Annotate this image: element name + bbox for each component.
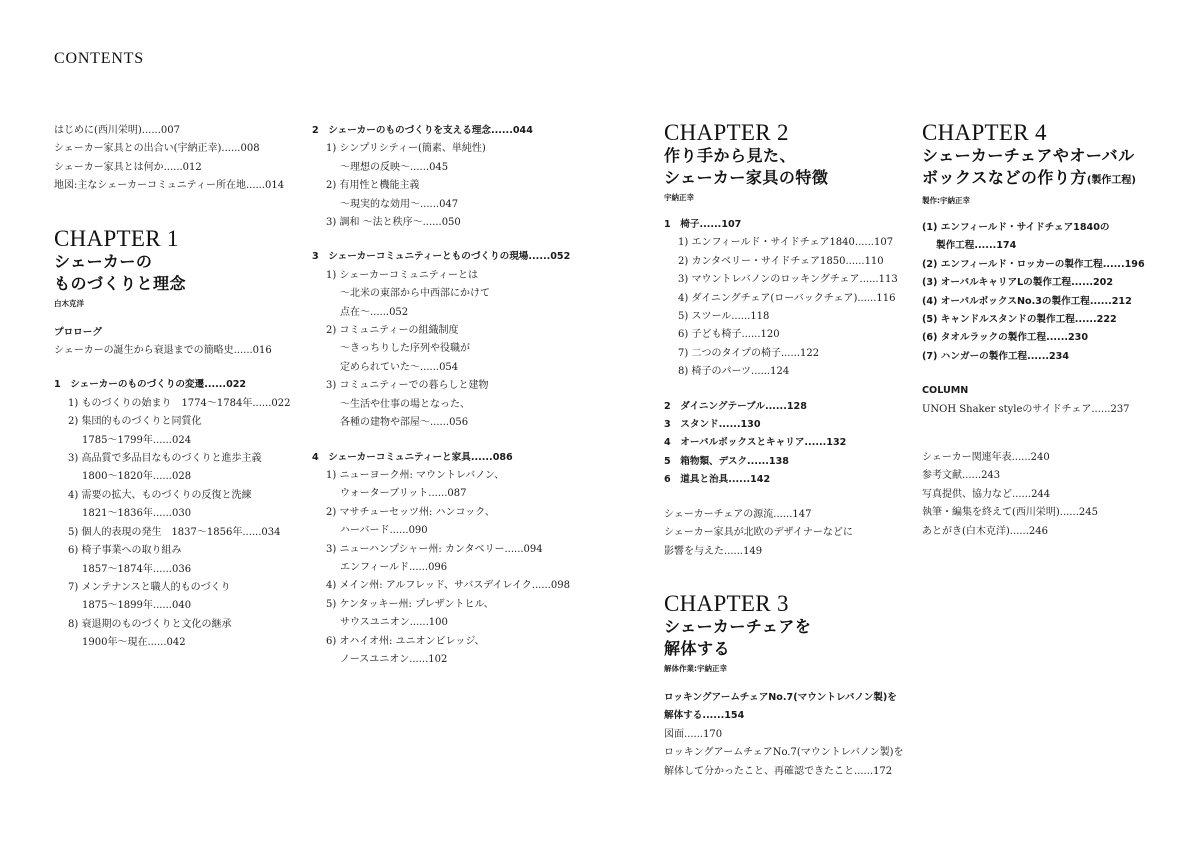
toc-entry[interactable]: (6) タオルラックの製作工程......230: [922, 332, 1089, 344]
toc-entry[interactable]: (4) オーバルボックスNo.3の製作工程......212: [922, 295, 1132, 307]
chapter-2-title-line2: シェーカー家具の特徴: [664, 168, 829, 187]
toc-entry[interactable]: 2) 有用性と機能主義: [326, 180, 420, 192]
toc-entry[interactable]: 参考文献......243: [922, 470, 1001, 482]
toc-entry[interactable]: 3) コミュニティーでの暮らしと建物: [326, 380, 489, 392]
chapter-3-title-line1: シェーカーチェアを: [664, 616, 812, 636]
toc-entry[interactable]: シェーカーチェアの源流......147: [664, 508, 812, 520]
chapter-1-label: CHAPTER 1: [54, 225, 179, 251]
toc-entry[interactable]: 1857〜1874年......036: [82, 563, 192, 575]
toc-entry[interactable]: 2) 集団的ものづくりと同質化: [68, 416, 202, 428]
section-heading[interactable]: 4 オーバルボックスとキャリア......132: [664, 437, 847, 449]
toc-entry[interactable]: 1821〜1836年......030: [82, 508, 192, 520]
toc-entry[interactable]: 1) シェーカーコミュニティーとは: [326, 269, 479, 281]
toc-entry[interactable]: 1875〜1899年......040: [82, 600, 192, 612]
toc-entry[interactable]: 解体して分かったこと、再確認できたこと......172: [664, 765, 893, 777]
toc-entry[interactable]: 5) 個人的表現の発生 1837〜1856年......034: [68, 526, 281, 538]
toc-entry[interactable]: シェーカー家具とは何か......012: [54, 161, 202, 173]
toc-entry[interactable]: 6) 椅子事業への取り組み: [68, 545, 182, 557]
toc-entry[interactable]: 写真提供、協力など......244: [922, 488, 1051, 500]
toc-entry[interactable]: ロッキングアームチェアNo.7(マウントレバノン製)を: [664, 691, 897, 703]
toc-entry[interactable]: ハーバード......090: [340, 525, 428, 537]
chapter-3-credit: 解体作業:宇納正幸: [664, 663, 727, 673]
toc-entry[interactable]: 点在〜......052: [340, 306, 409, 318]
toc-entry[interactable]: 各種の建物や部屋〜......056: [340, 417, 469, 429]
toc-entry[interactable]: 定められていた〜......054: [340, 361, 459, 373]
toc-entry[interactable]: シェーカー家具との出合い(宇納正幸)......008: [54, 143, 260, 155]
toc-entry[interactable]: 8) 衰退期のものづくりと文化の継承: [68, 618, 232, 630]
toc-entry[interactable]: ノースユニオン......102: [340, 653, 448, 665]
chapter-2-title-line1: 作り手から見た、: [664, 146, 797, 165]
chapter-2-label: CHAPTER 2: [664, 120, 789, 145]
section-heading[interactable]: 1 椅子......107: [664, 219, 742, 230]
toc-entry[interactable]: 5) ケンタッキー州: プレザントヒル、: [326, 598, 494, 610]
toc-entry[interactable]: はじめに(西川栄明)......007: [54, 125, 180, 136]
toc-entry[interactable]: 影響を与えた......149: [664, 545, 763, 557]
toc-entry[interactable]: 7) メンテナンスと職人的ものづくり: [68, 581, 231, 593]
toc-entry[interactable]: 3) 調和 〜法と秩序〜......050: [326, 217, 461, 229]
section-heading[interactable]: 3 シェーカーコミュニティーとものづくりの現場......052: [312, 251, 571, 263]
toc-entry[interactable]: 2) コミュニティーの組織制度: [326, 325, 459, 337]
section-heading[interactable]: 6 道具と治具......142: [664, 474, 771, 486]
section-heading[interactable]: 2 ダイニングテーブル......128: [664, 400, 807, 412]
toc-entry[interactable]: (3) オーバルキャリアLの製作工程......202: [922, 277, 1114, 289]
toc-entry[interactable]: 1785〜1799年......024: [82, 434, 192, 446]
section-heading[interactable]: 5 箱物類、デスク......138: [664, 455, 789, 467]
toc-entry[interactable]: (2) エンフィールド・ロッカーの製作工程......196: [922, 258, 1145, 270]
toc-entry[interactable]: 4) ダイニングチェア(ローバックチェア)......116: [678, 292, 896, 304]
toc-entry[interactable]: 1) エンフィールド・サイドチェア1840......107: [678, 237, 894, 249]
toc-entry[interactable]: 1) シンプリシティー(簡素、単純性): [326, 143, 486, 155]
section-heading[interactable]: 1 シェーカーのものづくりの変遷......022: [54, 379, 247, 391]
toc-entry[interactable]: UNOH Shaker styleのサイドチェア......237: [922, 403, 1130, 415]
toc-entry[interactable]: シェーカー関連年表......240: [922, 452, 1050, 464]
toc-entry[interactable]: シェーカー家具が北欧のデザイナーなどに: [664, 527, 853, 539]
toc-entry[interactable]: 〜生活や仕事の場となった、: [340, 398, 470, 410]
toc-entry[interactable]: 6) オハイオ州: ユニオンビレッジ、: [326, 635, 485, 647]
toc-entry[interactable]: ウォーターブリット......087: [340, 488, 467, 500]
chapter-4-credit: 製作:宇納正幸: [922, 196, 970, 205]
toc-entry[interactable]: 地図:主なシェーカーコミュニティー所在地......014: [54, 180, 285, 192]
chapter-1-credit: 白木克洋: [54, 298, 84, 308]
chapter-4-title-suffix: (製作工程): [1086, 175, 1136, 186]
toc-entry[interactable]: 〜理想の反映〜......045: [340, 161, 449, 173]
toc-entry[interactable]: 6) 子ども椅子......120: [678, 329, 780, 341]
toc-entry[interactable]: あとがき(白木克洋)......246: [922, 525, 1048, 537]
toc-entry[interactable]: 3) 高品質で多品目なものづくりと進歩主義: [68, 453, 262, 465]
toc-column-2: [312, 122, 572, 669]
toc-column-4: [922, 120, 1162, 541]
section-heading[interactable]: 2 シェーカーのものづくりを支える理念......044: [312, 125, 533, 136]
toc-entry[interactable]: 1) ニューヨーク州: マウントレバノン、: [326, 469, 505, 481]
toc-entry[interactable]: 2) カンタベリー・サイドチェア1850......110: [678, 255, 884, 267]
toc-entry[interactable]: 4) 需要の拡大、ものづくりの反復と洗練: [68, 489, 252, 501]
toc-entry[interactable]: 2) マサチューセッツ州: ハンコック、: [326, 506, 495, 518]
toc-entry[interactable]: 製作工程......174: [936, 240, 1017, 252]
toc-entry[interactable]: シェーカーの誕生から衰退までの簡略史......016: [54, 345, 272, 357]
toc-entry[interactable]: 執筆・編集を終えて(西川栄明)......245: [922, 507, 1098, 519]
toc-column-1: [54, 122, 304, 653]
chapter-4-title-line1: シェーカーチェアやオーバル: [922, 146, 1135, 165]
toc-entry[interactable]: 図面......170: [664, 728, 723, 740]
toc-entry[interactable]: サウスユニオン......100: [340, 617, 448, 629]
toc-entry[interactable]: 〜北米の東部から中西部にかけて: [340, 288, 490, 300]
toc-entry[interactable]: 解体する......154: [664, 710, 745, 722]
toc-entry[interactable]: (1) エンフィールド・サイドチェア1840の: [922, 222, 1110, 233]
toc-entry[interactable]: エンフィールド......096: [340, 561, 448, 573]
toc-entry[interactable]: 3) マウントレバノンのロッキングチェア......113: [678, 274, 898, 286]
toc-entry[interactable]: ロッキングアームチェアNo.7(マウントレバノン製)を: [664, 747, 904, 759]
prologue-heading: プロローグ: [54, 326, 102, 338]
section-heading[interactable]: 3 スタンド......130: [664, 419, 761, 431]
chapter-4-label: CHAPTER 4: [922, 120, 1047, 145]
toc-entry[interactable]: 3) ニューハンプシャー州: カンタベリー......094: [326, 543, 543, 555]
toc-entry[interactable]: 4) メイン州: アルフレッド、サバスデイレイク......098: [326, 580, 570, 592]
section-heading[interactable]: 4 シェーカーコミュニティーと家具......086: [312, 451, 513, 463]
toc-entry[interactable]: 7) 二つのタイプの椅子......122: [678, 347, 820, 359]
chapter-3-title-line2: 解体する: [664, 638, 731, 658]
chapter-3-label: CHAPTER 3: [664, 590, 789, 616]
toc-entry[interactable]: (5) キャンドルスタンドの製作工程......222: [922, 314, 1117, 326]
toc-column-3: [664, 120, 904, 781]
toc-entry[interactable]: 8) 椅子のパーツ......124: [678, 366, 790, 378]
toc-entry[interactable]: 〜きっちりした序列や役職が: [340, 343, 470, 355]
toc-entry[interactable]: 1) ものづくりの始まり 1774〜1784年......022: [68, 397, 291, 409]
toc-entry[interactable]: (7) ハンガーの製作工程......234: [922, 350, 1070, 362]
chapter-2-credit: 宇納正幸: [664, 193, 694, 202]
chapter-1-title-line2: ものづくりと理念: [54, 273, 187, 293]
column-heading: COLUMN: [922, 385, 969, 397]
toc-entry[interactable]: 5) スツール......118: [678, 311, 770, 323]
toc-entry[interactable]: 1900年〜現在......042: [82, 637, 186, 649]
chapter-1-title-line1: シェーカーの: [54, 251, 153, 271]
toc-entry[interactable]: 1800〜1820年......028: [82, 471, 192, 483]
page-title: CONTENTS: [54, 50, 144, 67]
toc-entry[interactable]: 〜現実的な効用〜......047: [340, 198, 459, 210]
chapter-4-title-line2: [922, 167, 1162, 192]
chapter-4-title-main: ボックスなどの作り方: [922, 168, 1087, 187]
